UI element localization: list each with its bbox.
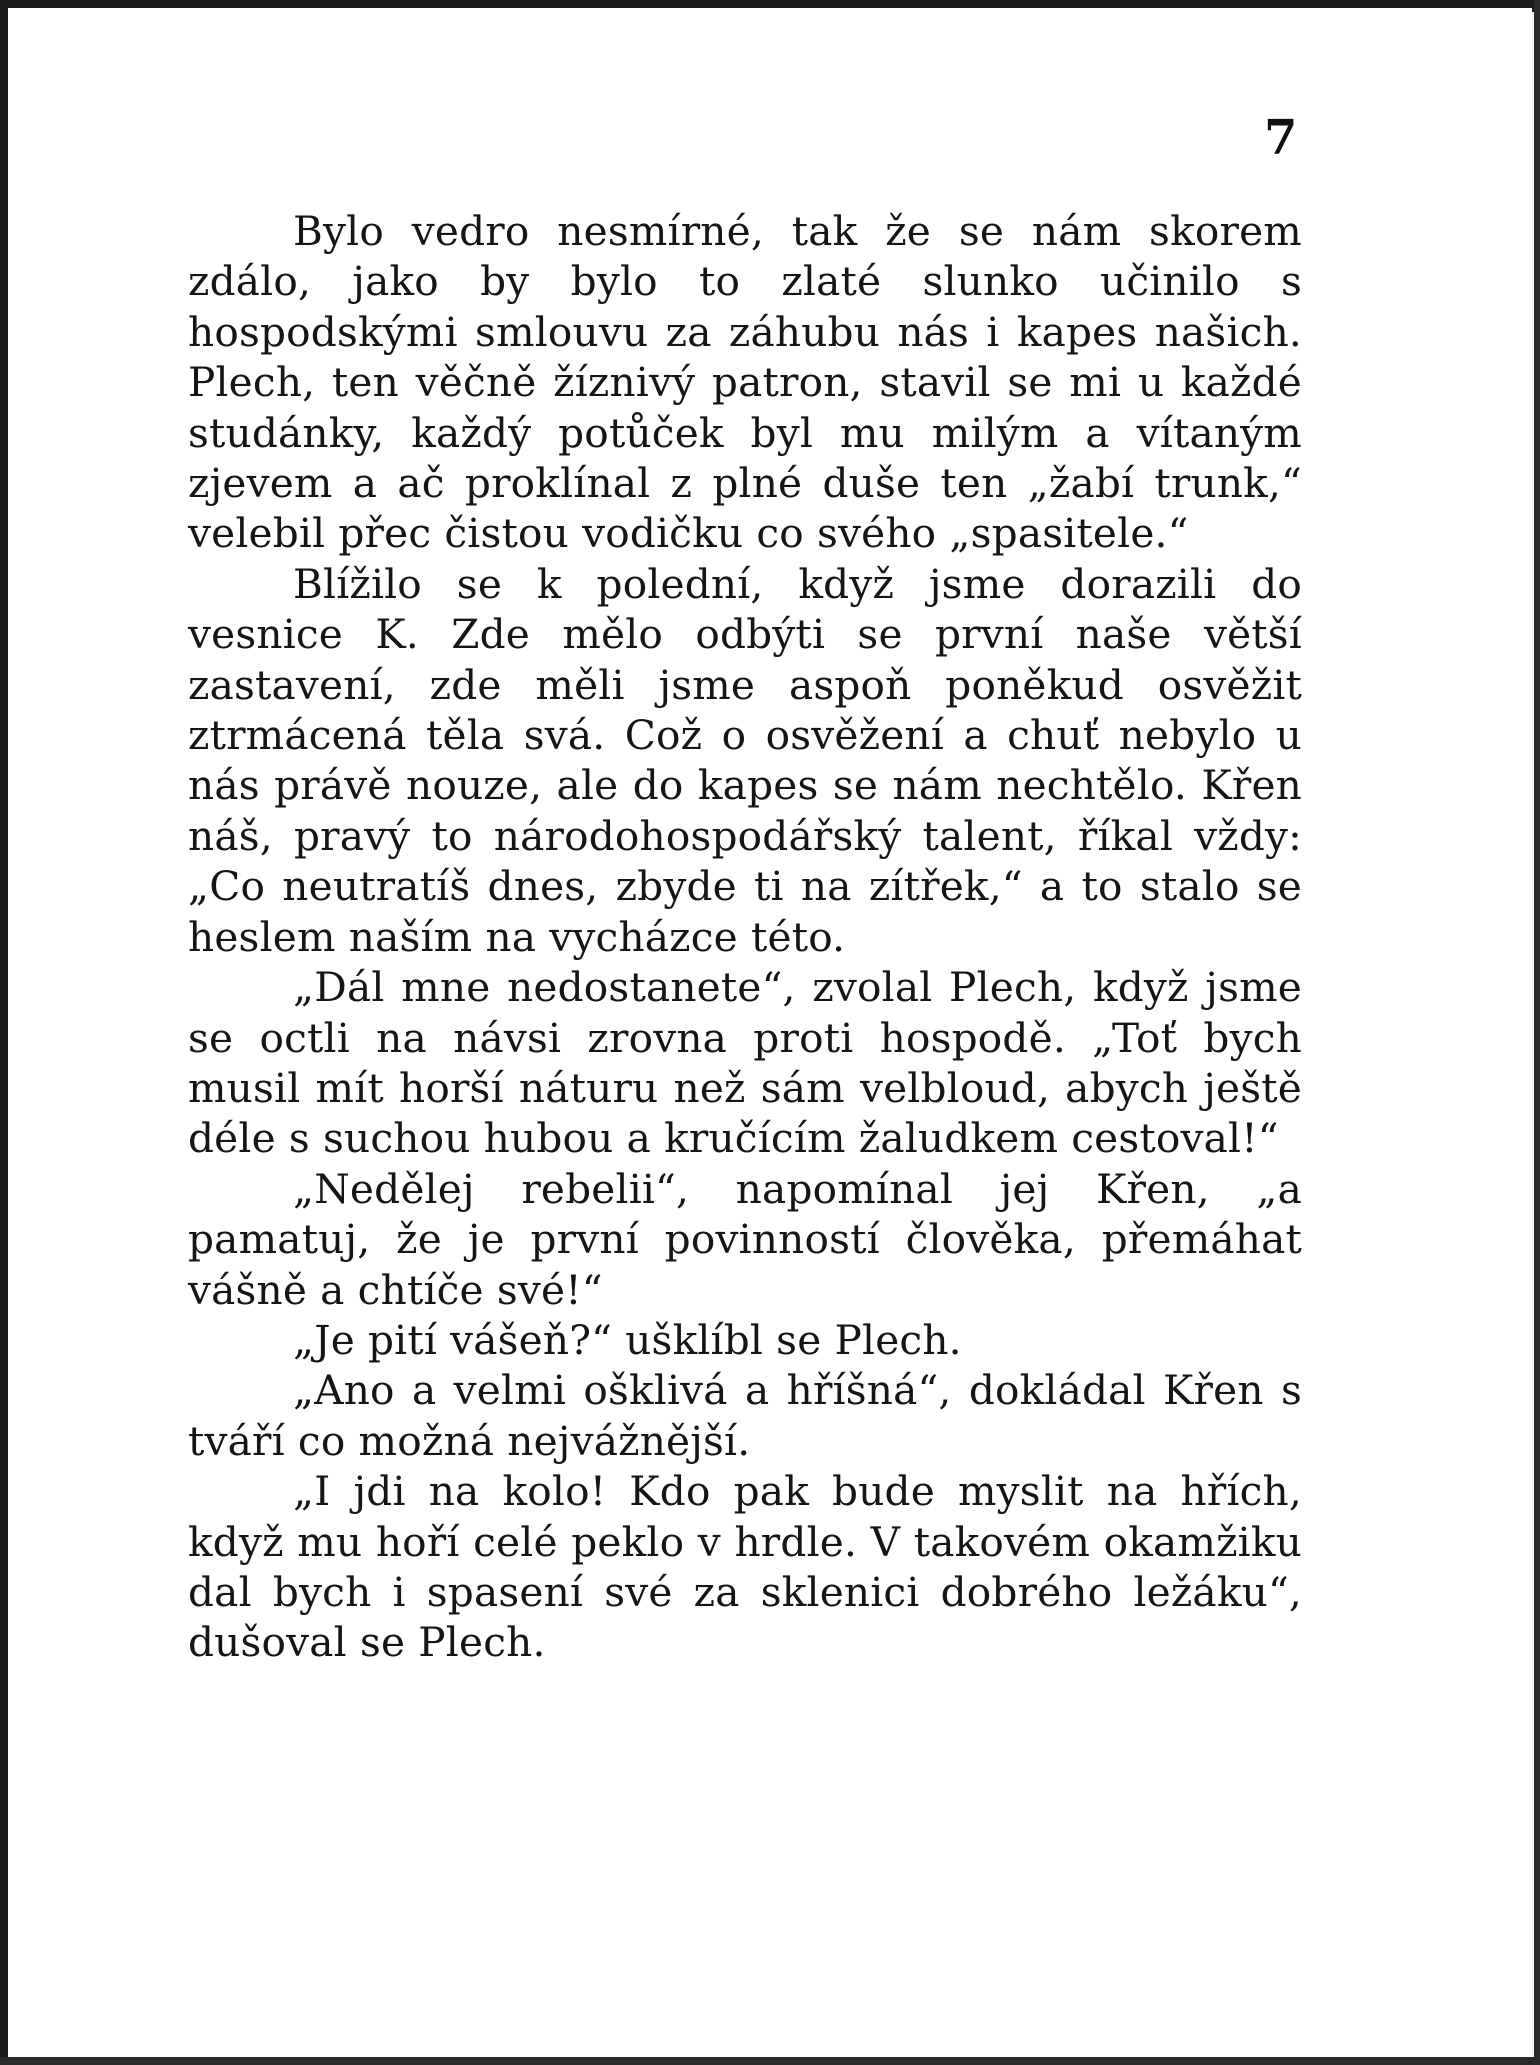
book-page — [8, 8, 1532, 2057]
scan-edge-right — [1534, 0, 1540, 2065]
paragraph-1: Bylo vedro nesmírné, tak že se nám skorem zdálo, jako by bylo to zlaté slunko učinilo s hospodskými smlouvu za záhubu nás i kapes našich. Plech, ten věčně žíznivý patron, stavil se mi u každé studánky, každý potůček byl mu milým a vítaným zjevem a ač proklínal z plné duše ten „žabí trunk,“ velebil přec čistou vodičku co svého „spasitele.“ — [188, 207, 1302, 558]
paragraph-2: Blížilo se k polední, když jsme dorazili do vesnice K. Zde mělo odbýti se první naše větší zastavení, zde měli jsme aspoň poněkud osvěžit ztrmácená těla svá. Což o osvěžení a chuť nebylo u nás právě nouze, ale do kapes se nám nechtělo. Křen náš, pravý to národohospodářský talent, říkal vždy: „Co neutratíš dnes, zbyde ti na zítřek,“ a to stalo se heslem naším na vycházce této. — [188, 559, 1302, 961]
scan-edge-bottom — [0, 2057, 1540, 2065]
page-number: 7 — [1264, 110, 1298, 166]
paragraph-5: „Je pití vášeň?“ ušklíbl se Plech. — [293, 1315, 962, 1364]
page-text — [188, 206, 1302, 1668]
paragraph-7: „I jdi na kolo! Kdo pak bude myslit na hřích, když mu hoří celé peklo v hrdle. V takovém okamžiku dal bych i spasení své za sklenici dobrého ležáku“, dušoval se Plech. — [188, 1467, 1302, 1667]
paragraph-3: „Dál mne nedostanete“, zvolal Plech, když jsme se octli na návsi zrovna proti hospodě. „Toť bych musil mít horší náturu než sám velbloud, abych ještě déle s suchou hubou a kručícím žaludkem cestoval!“ — [188, 963, 1302, 1163]
paragraph-4: „Nedělej rebelii“, napomínal jej Křen, „a pamatuj, že je první povinností člověka, přemáhat vášně a chtíče své!“ — [188, 1164, 1302, 1314]
paragraph-6: „Ano a velmi ošklivá a hříšná“, dokládal Křen s tváří co možná nejvážnější. — [188, 1366, 1302, 1465]
